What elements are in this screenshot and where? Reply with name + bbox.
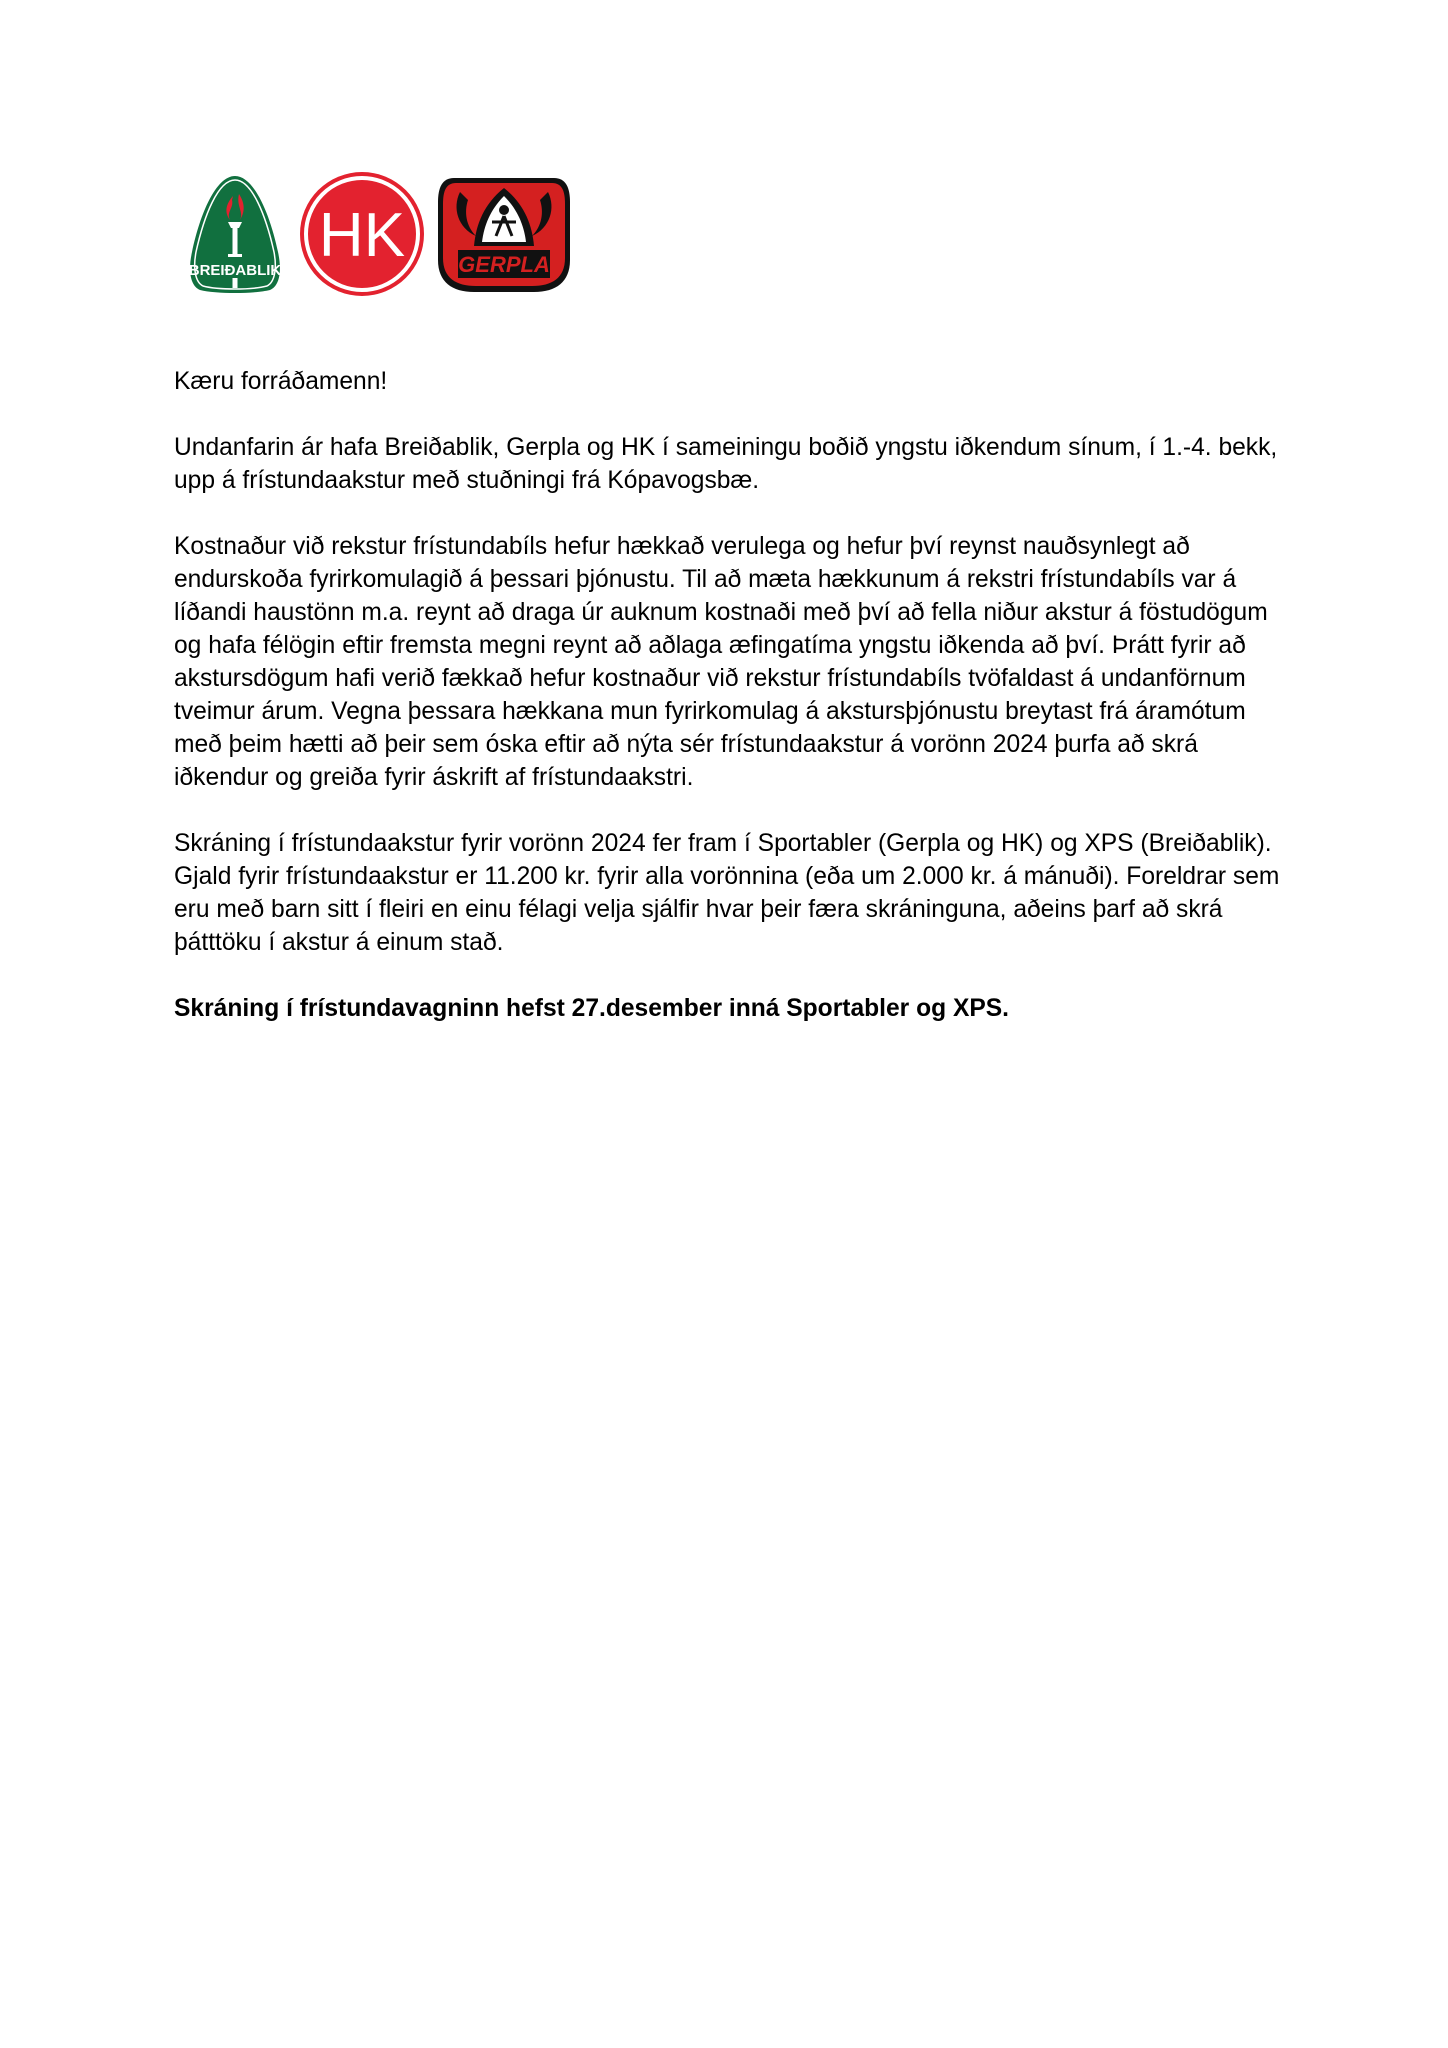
letter-body bbox=[174, 365, 1294, 1058]
hk-logo bbox=[298, 170, 426, 298]
breidablik-logo bbox=[186, 174, 284, 294]
paragraph-costs: Kostnaður við rekstur frístundabíls hefur hækkað verulega og hefur því reynst nauðsynlegt að endurskoða fyrirkomulagið á þessari þjónustu. Til að mæta hækkunum á rekstri frístundabíls var á líðandi haustönn m.a. reynt að draga úr auknum kostnaði með því að fella niður akstur á föstudögum og hafa félögin eftir fremsta megni reynt að aðlaga æfingatíma yngstu iðkenda að því. Þrátt fyrir að akstursdögum hafi verið fækkað hefur kostnaður við rekstur frístundabíls tvöfaldast á undanförnum tveimur árum. Vegna þessara hækkana mun fyrirkomulag á akstursþjónustu breytast frá áramótum með þeim hætti að þeir sem óska eftir að nýta sér frístundaakstur á vorönn 2024 þurfa að skrá iðkendur og greiða fyrir áskrift af frístundaakstri. bbox=[174, 533, 1268, 791]
club-logos bbox=[186, 170, 586, 300]
breidablik-logo-text: BREIÐABLIK bbox=[188, 262, 282, 279]
registration-start-notice: Skráning í frístundavagninn hefst 27.desember inná Sportabler og XPS. bbox=[174, 995, 1009, 1022]
gerpla-logo bbox=[434, 174, 574, 296]
paragraph-registration: Skráning í frístundaakstur fyrir vorönn 2024 fer fram í Sportabler (Gerpla og HK) og XPS (Breiðablik). Gjald fyrir frístundaakstur er 11.200 kr. fyrir alla vorönnina (eða um 2.000 kr. á mánuði). Foreldrar sem eru með barn sitt í fleiri en einu félagi velja sjálfir hvar þeir færa skráninguna, aðeins þarf að skrá þátttöku í akstur á einum stað. bbox=[174, 830, 1280, 956]
hk-logo-text: HK bbox=[318, 201, 406, 270]
gerpla-logo-text: GERPLA bbox=[458, 252, 550, 277]
paragraph-intro: Undanfarin ár hafa Breiðablik, Gerpla og HK í sameiningu boðið yngstu iðkendum sínum, í 1.-4. bekk, upp á frístundaakstur með stuðningi frá Kópavogsbæ. bbox=[174, 434, 1278, 494]
greeting: Kæru forráðamenn! bbox=[174, 368, 388, 395]
